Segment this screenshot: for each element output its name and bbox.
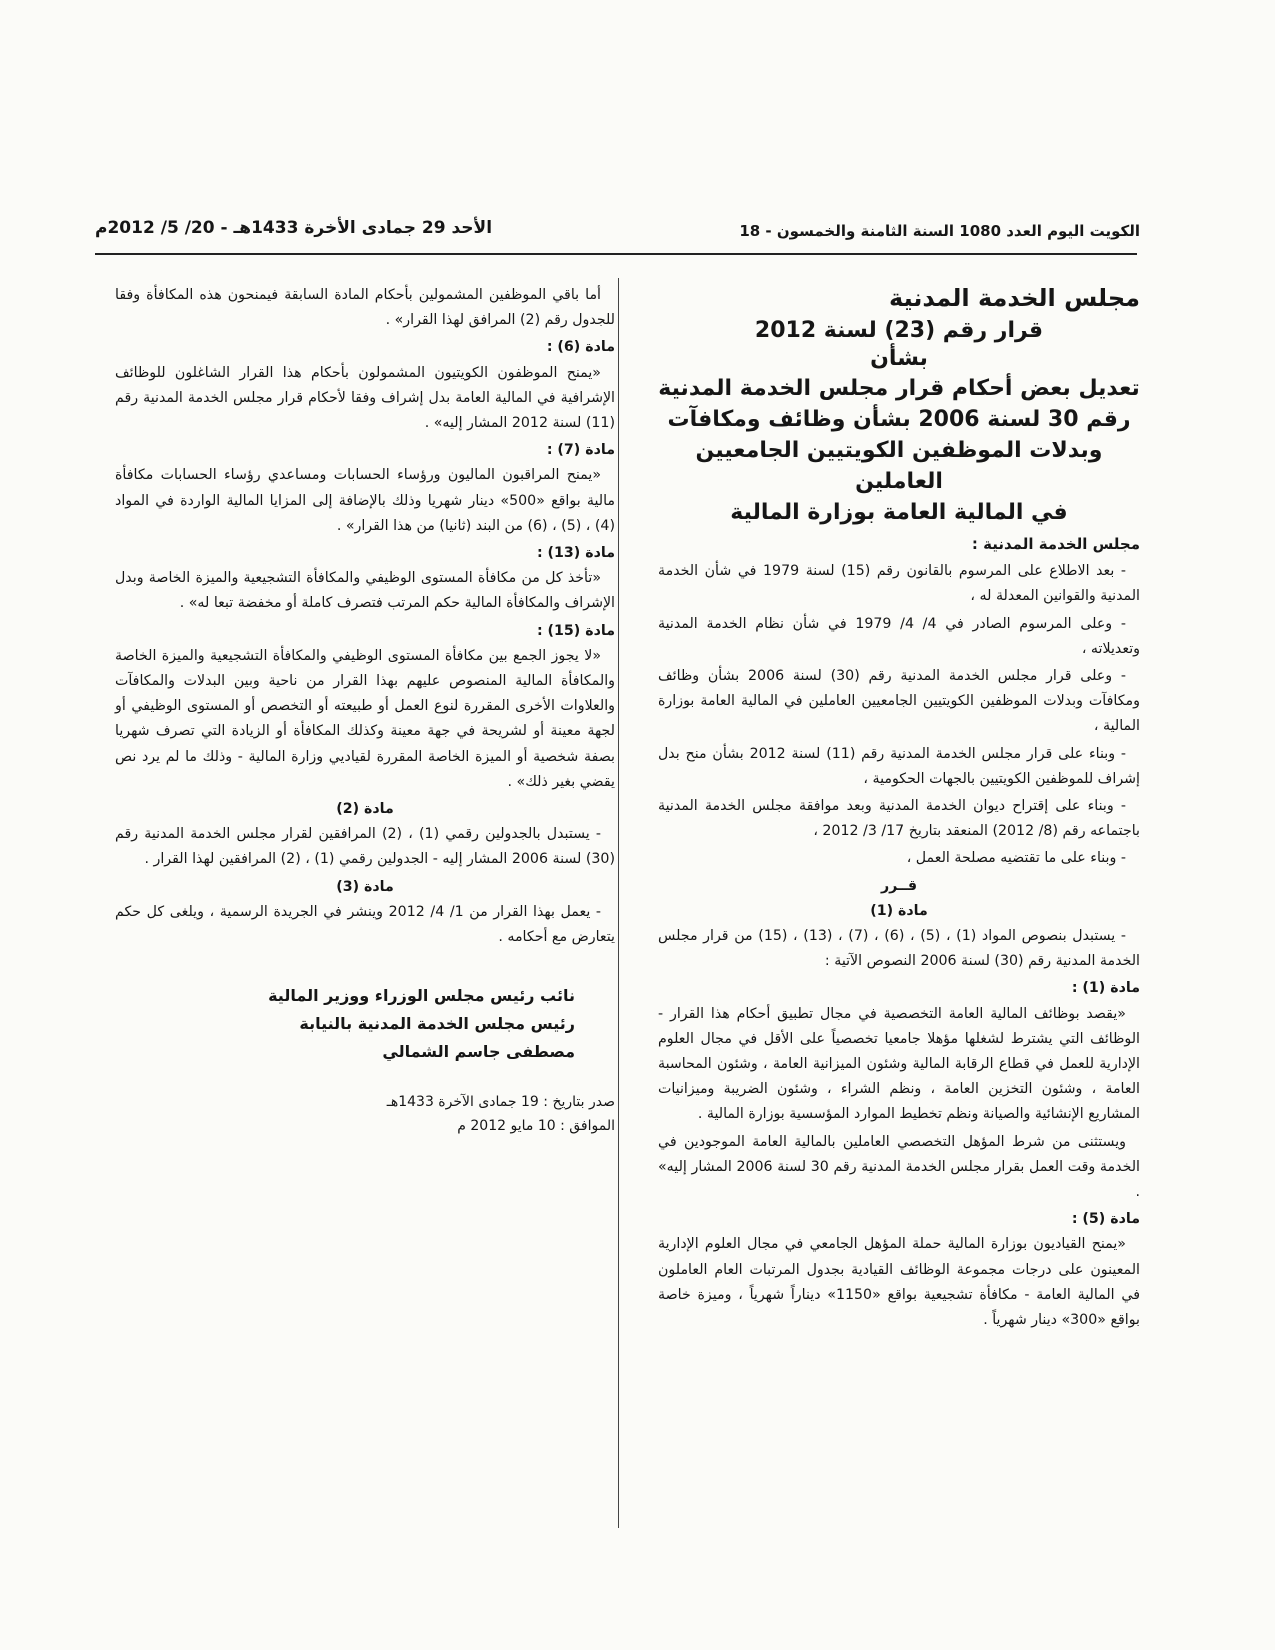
signatory-title: نائب رئيس مجلس الوزراء ووزير المالية — [268, 986, 575, 1006]
article-heading: مادة (1) — [870, 902, 928, 919]
preamble-paragraph: - بعد الاطلاع على المرسوم بالقانون رقم (15) لسنة 1979 في شأن الخدمة المدنية والقوانين المعدلة له ، — [658, 563, 1140, 605]
article-heading: مادة (2) — [336, 801, 394, 818]
gazette-date-header: الأحد 29 جمادى الأخرة 1433هـ - 20/ 5/ 2012م — [95, 218, 493, 238]
subarticle-heading: مادة (5) : — [1071, 1211, 1140, 1228]
gazette-issue-header: الكويت اليوم العدد 1080 السنة الثامنة والخمسون - 18 — [739, 222, 1140, 240]
issue-date-block — [115, 1090, 615, 1138]
decision-title-line: تعديل بعض أحكام قرار مجلس الخدمة المدنية — [658, 376, 1140, 401]
subarticle-text: «يقصد بوظائف المالية العامة التخصصية في مجال تطبيق أحكام هذا القرار - الوظائف التي يشترط لشغلها مؤهلا جامعيا تخصصياً على الأقل في مجال العلوم الإدارية للعمل في قطاع الرقابة المالية وشئون الميزانية العامة ، وشئون المحاسبة العامة ، وشئون التخزين العامة ، ونظم الشراء ، وشئون الضريبة وميزانيات المشاريع الإنشائية والصيانة ونظم تخطيط الموارد المؤسسية بوزارة المالية . — [658, 1005, 1140, 1123]
article-text: - يعمل بهذا القرار من 1/ 4/ 2012 وينشر في الجريدة الرسمية ، ويلغى كل حكم يتعارض مع أحكامه . — [115, 903, 615, 946]
subarticle-text: «يمنح القياديون بوزارة المالية حملة المؤهل الجامعي في مجال العلوم الإدارية المعينون على درجات مجموعة الوظائف القيادية بجدول المرتبات العام العاملون في المالية العامة - مكافأة تشجيعية بواقع «1150» ديناراً شهرياً ، وميزة خاصة بواقع «300» دينار شهرياً . — [658, 1236, 1140, 1329]
decided-heading: قــرر — [881, 877, 917, 894]
subarticle-text: «يمنح المراقبون الماليون ورؤساء الحسابات ومساعدي رؤساء الحسابات مكافأة مالية بواقع «500» دينار شهريا وذلك بالإضافة إلى المزايا المالية الواردة في المواد (4) ، (5) ، (6) من البند (ثانيا) من هذا القرار» . — [115, 467, 615, 534]
subarticle-text: «لا يجوز الجمع بين مكافأة المستوى الوظيفي والمكافأة التشجيعية والميزة الخاصة والمكافأة المالية المنصوص عليهم بهذا القرار من ناحية وبين البدلات والمكافآت والعلاوات الأخرى المقررة لنوع العمل أو طبيعته أو التخصص أو المستوى الوظيفي أو لجهة معينة أو لشريحة في جهة معينة وكذلك المكافأة أو الزيادة التي تصرف شهريا بصفة شخصية أو الميزة الخاصة المقررة لقياديي وزارة المالية - وذلك ما لم يرد نص يقضي بغير ذلك» . — [115, 647, 615, 790]
decision-title-line: وبدلات الموظفين الكويتيين الجامعيين العاملين — [695, 438, 1103, 494]
subarticle-text: «تأخذ كل من مكافأة المستوى الوظيفي والمكافأة التشجيعية والميزة الخاصة وبدل الإشراف والمكافأة المالية حكم المرتب فتصرف كاملة أو مخفضة تبعا له» . — [115, 570, 615, 612]
issued-date: صدر بتاريخ : 19 جمادى الآخرة 1433هـ — [386, 1094, 615, 1111]
council-title: مجلس الخدمة المدنية — [889, 284, 1140, 312]
subarticle-heading: مادة (6) : — [546, 339, 615, 356]
continued-text: أما باقي الموظفين المشمولين بأحكام المادة السابقة فيمنحون هذه المكافأة وفقا للجدول رقم (2) المرافق لهذا القرار» . — [115, 287, 615, 329]
decision-number: قرار رقم (23) لسنة 2012 — [754, 318, 1044, 343]
subarticle-heading: مادة (15) : — [536, 622, 615, 639]
preamble-paragraph: - وبناء على ما تقتضيه مصلحة العمل ، — [906, 850, 1126, 867]
corresponding-date: الموافق : 10 مايو 2012 م — [457, 1118, 615, 1135]
signature-block — [115, 982, 615, 1066]
council-subheading: مجلس الخدمة المدنية : — [971, 535, 1140, 553]
preamble-paragraph: - وبناء على إقتراح ديوان الخدمة المدنية وبعد موافقة مجلس الخدمة المدنية باجتماعه رقم (8/ 2012) المنعقد بتاريخ 17/ 3/ 2012 ، — [658, 798, 1140, 840]
decision-title-line: رقم 30 لسنة 2006 بشأن وظائف ومكافآت — [667, 407, 1131, 432]
preamble-paragraph: - وعلى قرار مجلس الخدمة المدنية رقم (30) لسنة 2006 بشأن وظائف ومكافآت وبدلات الموظفين الكويتيين الجامعيين العاملين في المالية العامة بوزارة المالية ، — [658, 668, 1140, 735]
subarticle-text: «يمنح الموظفون الكويتيون المشمولون بأحكام هذا القرار الشاغلون للوظائف الإشرافية في المالية العامة بدل إشراف وفقا لأحكام قرار مجلس الخدمة المدنية رقم (11) لسنة 2012 المشار إليه» . — [115, 364, 615, 432]
preamble-paragraph: - وبناء على قرار مجلس الخدمة المدنية رقم (11) لسنة 2012 بشأن منح بدل إشراف للموظفين الكويتيين بالجهات الحكومية ، — [658, 745, 1140, 787]
left-column — [115, 283, 615, 1138]
article-heading: مادة (3) — [336, 878, 394, 895]
article-text: - يستبدل بنصوص المواد (1) ، (5) ، (6) ، (7) ، (13) ، (15) من قرار مجلس الخدمة المدنية رقم (30) لسنة 2006 النصوص الآتية : — [658, 928, 1140, 970]
preamble-paragraph: - وعلى المرسوم الصادر في 4/ 4/ 1979 في شأن نظام الخدمة المدنية وتعديلاته ، — [658, 615, 1140, 657]
subarticle-text: ويستثنى من شرط المؤهل التخصصي العاملين بالمالية العامة الموجودين في الخدمة وقت العمل بقرار مجلس الخدمة المدنية رقم 30 لسنة 2006 المشار إليه» . — [658, 1133, 1140, 1201]
subarticle-heading: مادة (13) : — [536, 545, 615, 562]
header-divider — [95, 253, 1137, 255]
article-text: - يستبدل بالجدولين رقمي (1) ، (2) المرافقين لقرار مجلس الخدمة المدنية رقم (30) لسنة 2006 المشار إليه - الجدولين رقمي (1) ، (2) المرافقين لهذا القرار . — [115, 826, 615, 868]
signatory-name: مصطفى جاسم الشمالي — [382, 1042, 575, 1062]
subarticle-heading: مادة (1) : — [1071, 980, 1140, 997]
signatory-title: رئيس مجلس الخدمة المدنية بالنيابة — [299, 1014, 575, 1034]
column-divider — [618, 278, 619, 1528]
subarticle-heading: مادة (7) : — [546, 442, 615, 459]
decision-regarding: بشأن — [870, 346, 928, 371]
right-column — [658, 283, 1140, 1335]
decision-title-line: في المالية العامة بوزارة المالية — [730, 500, 1068, 525]
